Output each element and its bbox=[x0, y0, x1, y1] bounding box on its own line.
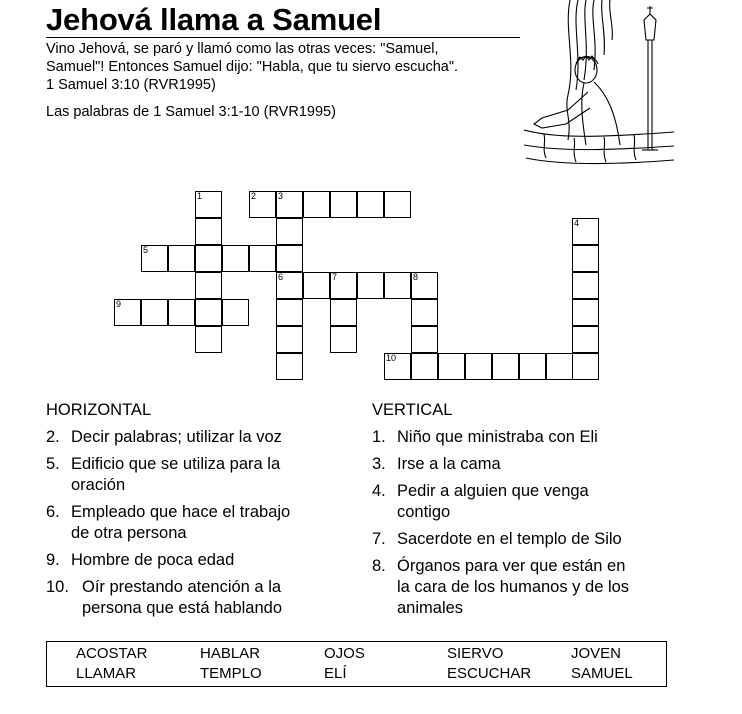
word-bank-word: JOVEN bbox=[571, 645, 622, 662]
grid-cell[interactable] bbox=[357, 272, 384, 299]
grid-cell[interactable] bbox=[195, 245, 222, 272]
clue-item bbox=[372, 454, 702, 475]
across-clues bbox=[46, 427, 346, 625]
clue-number: 7. bbox=[372, 530, 386, 548]
grid-cell[interactable] bbox=[195, 326, 222, 353]
grid-cell[interactable] bbox=[276, 191, 303, 218]
grid-cell[interactable] bbox=[276, 218, 303, 245]
clue-item bbox=[372, 556, 702, 619]
grid-cell[interactable] bbox=[411, 299, 438, 326]
clue-number: 3 bbox=[278, 191, 284, 201]
grid-cell[interactable] bbox=[572, 299, 599, 326]
grid-cell[interactable] bbox=[330, 272, 357, 299]
clue-text: Oír prestando atención a la bbox=[82, 578, 282, 596]
grid-cell[interactable] bbox=[572, 353, 599, 380]
down-heading: VERTICAL bbox=[372, 401, 453, 419]
clue-number: 5. bbox=[46, 455, 60, 473]
grid-cell[interactable] bbox=[546, 353, 573, 380]
word-bank-word: OJOS bbox=[324, 645, 365, 662]
clue-item bbox=[46, 454, 346, 496]
grid-cell[interactable] bbox=[195, 299, 222, 326]
word-bank-word: ELÍ bbox=[324, 665, 347, 682]
clue-number: 8 bbox=[413, 272, 419, 282]
clue-text: Pedir a alguien que venga bbox=[397, 482, 589, 500]
word-bank-word: HABLAR bbox=[200, 645, 261, 662]
clue-number: 10 bbox=[386, 353, 397, 363]
grid-cell[interactable] bbox=[276, 353, 303, 380]
grid-cell[interactable] bbox=[249, 191, 276, 218]
grid-cell[interactable] bbox=[141, 299, 168, 326]
grid-cell[interactable] bbox=[411, 353, 438, 380]
grid-cell[interactable] bbox=[492, 353, 519, 380]
clue-text: oración bbox=[71, 476, 126, 494]
grid-cell[interactable] bbox=[195, 191, 222, 218]
clue-text: Empleado que hace el trabajo bbox=[71, 503, 291, 521]
grid-cell[interactable] bbox=[384, 191, 411, 218]
clue-text: Órganos para ver que están en bbox=[397, 557, 626, 575]
grid-cell[interactable] bbox=[276, 272, 303, 299]
clue-text: contigo bbox=[397, 503, 451, 521]
grid-cell[interactable] bbox=[276, 326, 303, 353]
grid-cell[interactable] bbox=[357, 191, 384, 218]
grid-cell[interactable] bbox=[303, 191, 330, 218]
clue-text: de otra persona bbox=[71, 524, 187, 542]
clue-text: la cara de los humanos y de los bbox=[397, 578, 630, 596]
grid-cell[interactable] bbox=[276, 245, 303, 272]
word-bank-word: SAMUEL bbox=[571, 665, 633, 682]
clue-number: 9 bbox=[116, 299, 122, 309]
grid-cell[interactable] bbox=[330, 299, 357, 326]
clue-item bbox=[46, 550, 346, 571]
clue-text: Hombre de poca edad bbox=[71, 551, 235, 569]
down-clues bbox=[372, 427, 702, 625]
grid-cell[interactable] bbox=[411, 326, 438, 353]
clue-number: 8. bbox=[372, 557, 386, 575]
clue-text: Sacerdote en el templo de Silo bbox=[397, 530, 622, 548]
grid-cell[interactable] bbox=[222, 245, 249, 272]
grid-cell[interactable] bbox=[411, 272, 438, 299]
clue-number: 3. bbox=[372, 455, 386, 473]
clue-number: 4. bbox=[372, 482, 386, 500]
grid-cell[interactable] bbox=[384, 272, 411, 299]
grid-cell[interactable] bbox=[519, 353, 546, 380]
grid-cell[interactable] bbox=[572, 218, 599, 245]
verse-text bbox=[46, 40, 526, 94]
grid-cell[interactable] bbox=[222, 299, 249, 326]
grid-cell[interactable] bbox=[572, 326, 599, 353]
clue-item bbox=[46, 427, 346, 448]
word-bank-word: ACOSTAR bbox=[76, 645, 148, 662]
clue-number: 1 bbox=[197, 191, 203, 201]
clue-text: Irse a la cama bbox=[397, 455, 501, 473]
grid-cell[interactable] bbox=[465, 353, 492, 380]
clue-item bbox=[372, 481, 702, 523]
clue-item bbox=[372, 529, 702, 550]
title-rule bbox=[46, 37, 520, 38]
grid-cell[interactable] bbox=[195, 218, 222, 245]
word-bank-word: ESCUCHAR bbox=[447, 665, 532, 682]
clue-number: 5 bbox=[143, 245, 149, 255]
clue-number: 7 bbox=[332, 272, 338, 282]
clue-item bbox=[372, 427, 702, 448]
clue-number: 4 bbox=[574, 218, 580, 228]
word-bank-word: SIERVO bbox=[447, 645, 504, 662]
grid-cell[interactable] bbox=[384, 353, 411, 380]
clue-text: Niño que ministraba con Eli bbox=[397, 428, 598, 446]
clue-number: 2 bbox=[251, 191, 257, 201]
clue-number: 6 bbox=[278, 272, 284, 282]
grid-cell[interactable] bbox=[141, 245, 168, 272]
clue-number: 1. bbox=[372, 428, 386, 446]
clue-text: persona que está hablando bbox=[82, 599, 282, 617]
clue-item bbox=[46, 502, 346, 544]
grid-cell[interactable] bbox=[168, 299, 195, 326]
clue-text: animales bbox=[397, 599, 464, 617]
clue-item bbox=[46, 577, 346, 619]
clue-number: 2. bbox=[46, 428, 60, 446]
clue-number: 10. bbox=[46, 578, 69, 596]
grid-cell[interactable] bbox=[438, 353, 465, 380]
grid-cell[interactable] bbox=[168, 245, 195, 272]
grid-cell[interactable] bbox=[249, 245, 276, 272]
grid-cell[interactable] bbox=[114, 299, 141, 326]
verse-line: Samuel"! Entonces Samuel dijo: "Habla, que tu siervo escucha". bbox=[46, 59, 458, 75]
praying-boy-illustration bbox=[524, 0, 676, 172]
grid-cell[interactable] bbox=[572, 245, 599, 272]
word-bank-word: LLAMAR bbox=[76, 665, 137, 682]
word-bank-word: TEMPLO bbox=[200, 665, 262, 682]
clue-text: Edificio que se utiliza para la bbox=[71, 455, 281, 473]
page-title: Jehová llama a Samuel bbox=[46, 2, 382, 37]
word-bank bbox=[46, 641, 667, 687]
grid-cell[interactable] bbox=[330, 326, 357, 353]
clue-number: 6. bbox=[46, 503, 60, 521]
grid-cell[interactable] bbox=[572, 272, 599, 299]
clue-number: 9. bbox=[46, 551, 60, 569]
grid-cell[interactable] bbox=[303, 272, 330, 299]
verse-line: Vino Jehová, se paró y llamó como las otras veces: "Samuel, bbox=[46, 41, 439, 57]
grid-cell[interactable] bbox=[195, 272, 222, 299]
grid-cell[interactable] bbox=[276, 299, 303, 326]
passage-subtitle: Las palabras de 1 Samuel 3:1-10 (RVR1995) bbox=[46, 104, 336, 120]
grid-cell[interactable] bbox=[330, 191, 357, 218]
across-heading: HORIZONTAL bbox=[46, 401, 152, 419]
clue-text: Decir palabras; utilizar la voz bbox=[71, 428, 282, 446]
verse-reference: 1 Samuel 3:10 (RVR1995) bbox=[46, 77, 216, 93]
